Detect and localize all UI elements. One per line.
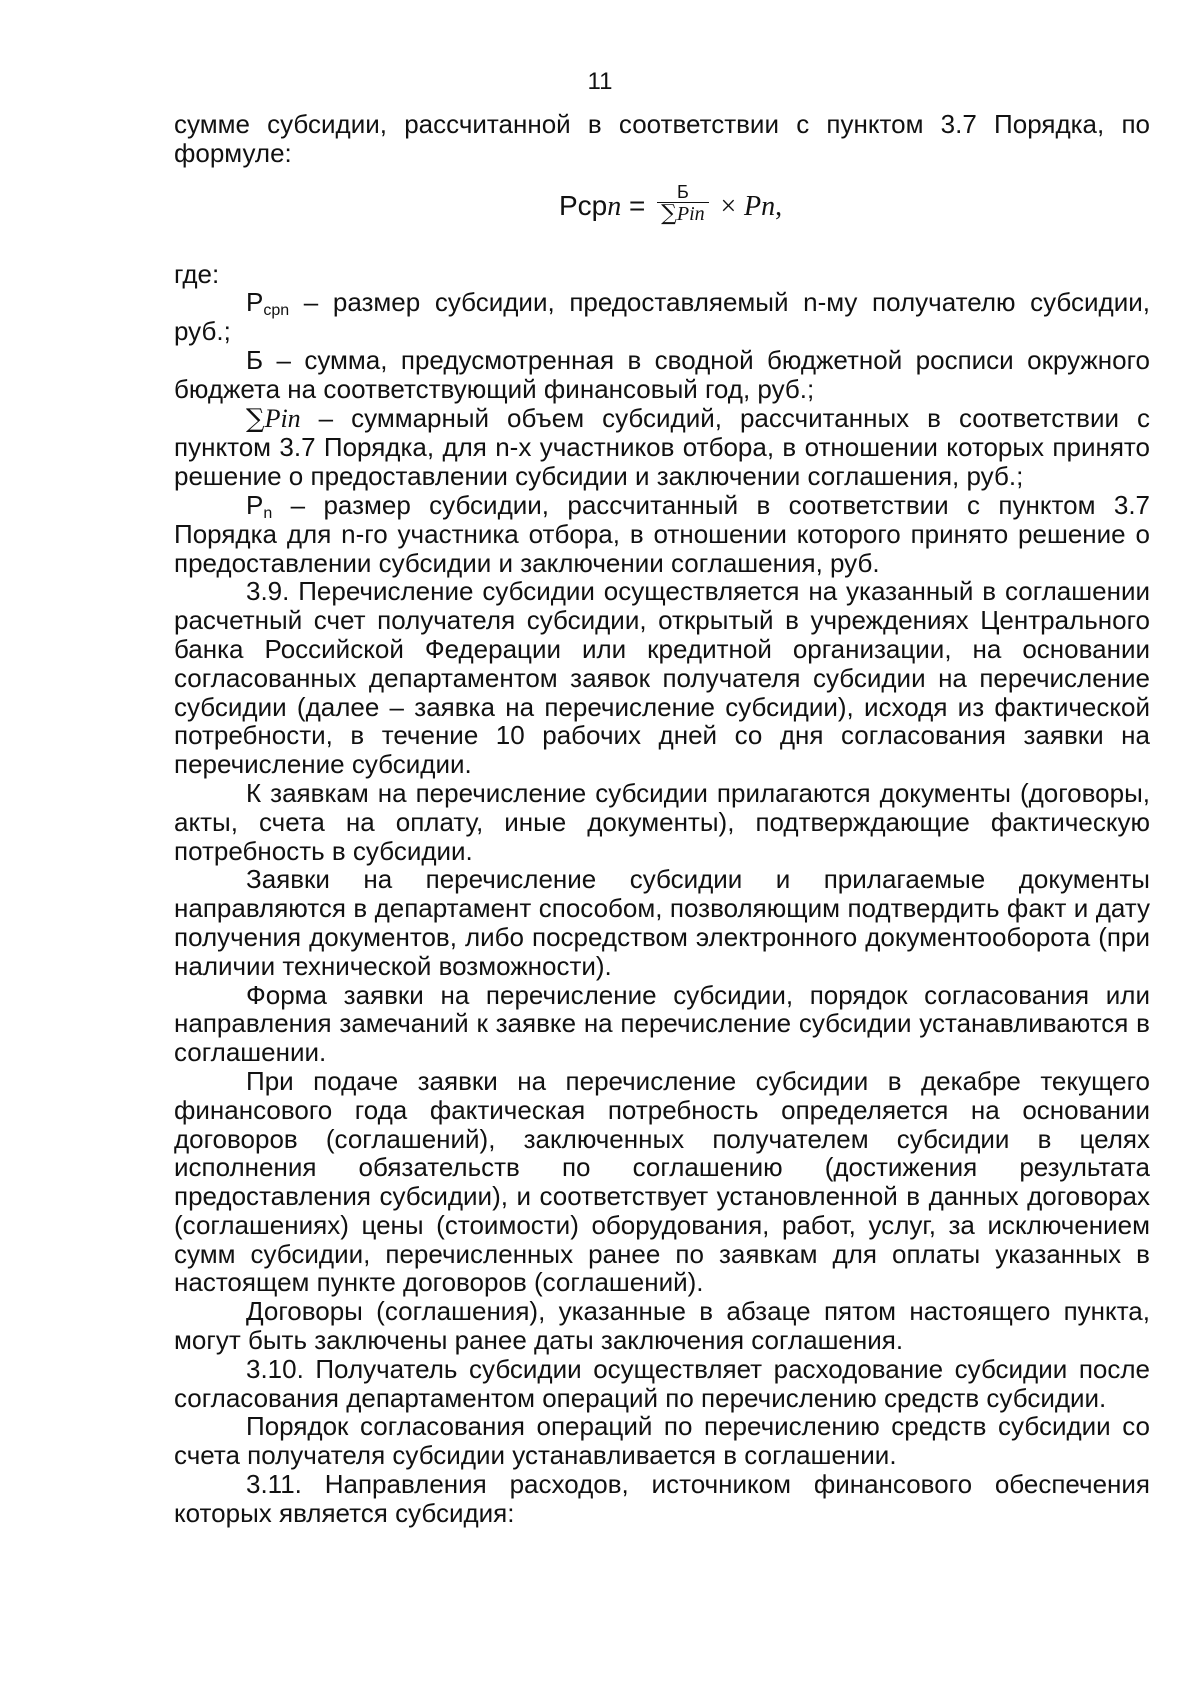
def-sum-symbol: ∑ <box>246 403 265 434</box>
formula-end: , <box>775 190 783 222</box>
formula-fraction <box>657 182 709 225</box>
paragraph-3-10: 3.10. Получатель субсидии осуществляет расходование субсидии после согласования департаментом операций по перечислению средств субсидии. <box>174 1353 1150 1413</box>
paragraph-form: Форма заявки на перечисление субсидии, порядок согласования или направления замечаний к заявке на перечисление субсидии устанавливаются в соглашении. <box>174 979 1150 1068</box>
formula-expression <box>559 181 783 229</box>
def-pn-subscript: n <box>263 504 273 522</box>
def-rcpn-text: – размер субсидии, предоставляемый n-му получателю субсидии, руб.; <box>174 287 1150 347</box>
sum-symbol: ∑ <box>661 200 677 226</box>
def-pn-text: – размер субсидии, рассчитанный в соответствии с пунктом 3.7 Порядка для n-го участника отбора, в отношении которого принято решение о предоставлении субсидии и заключении соглашения, руб. <box>174 489 1150 578</box>
formula-denominator: Pin <box>676 202 705 225</box>
definition-pn <box>174 491 1150 577</box>
paragraph-order: Порядок согласования операций по перечислению средств субсидии со счета получателя субсидии устанавливается в соглашении. <box>174 1411 1150 1471</box>
paragraph-3-9: 3.9. Перечисление субсидии осуществляется на указанный в соглашении расчетный счет получателя субсидии, открытый в учреждениях Центрального банка Российской Федерации или кредитной организации, на основании согласованных департаментом заявок получателя субсидии на перечисление субсидии (далее – заявка на перечисление субсидии), исходя из фактической потребности, в течение 10 рабочих дней со дня согласования заявки на перечисление субсидии. <box>174 576 1150 780</box>
definition-sum-pin <box>174 404 1150 491</box>
where-label: где: <box>174 258 220 289</box>
paragraph-december: При подаче заявки на перечисление субсидии в декабре текущего финансового года фактическая потребность определяется на основании договоров (соглашений), заключенных получателем субсидии в целях исполнения обязательств по соглашению (достижения результата предоставления субсидии), и соответствует установленной в данных договорах (соглашениях) цены (стоимости) оборудования, работ, услуг, за исключением сумм субсидии, перечисленных ранее по заявкам для оплаты указанных в настоящем пункте договоров (соглашений). <box>174 1065 1150 1298</box>
definition-b: Б – сумма, предусмотренная в сводной бюджетной росписи окружного бюджета на соответствующий финансовый год, руб.; <box>174 344 1150 404</box>
def-rcpn-subscript: срn <box>263 302 290 320</box>
definition-rcpn <box>174 288 1150 346</box>
formula-lhs-prefix: Рср <box>559 189 608 221</box>
paragraph-submission: Заявки на перечисление субсидии и прилагаемые документы направляются в департамент способом, позволяющим подтвердить факт и дату получения документов, либо посредством электронного документооборота (при наличии технической возможности). <box>174 864 1150 981</box>
def-sum-pin-text: – суммарный объем субсидий, рассчитанных в соответствии с пунктом 3.7 Порядка, для n-х участников отбора, в отношении которых принято решение о предоставлении субсидии и заключении соглашения, руб.; <box>174 402 1150 492</box>
formula-equals: = <box>621 189 646 221</box>
formula-rhs: Pn <box>744 190 776 222</box>
document-body <box>174 110 1150 1528</box>
paragraph-attachments: К заявкам на перечисление субсидии прилагаются документы (договоры, акты, счета на оплату, иные документы), подтверждающие фактическую потребность в субсидии. <box>174 777 1150 866</box>
formula-times: × <box>720 190 737 222</box>
subsidy-formula <box>174 168 1150 260</box>
formula-denominator-group <box>657 200 709 226</box>
def-pn-symbol: Р <box>246 489 264 520</box>
intro-paragraph: сумме субсидии, рассчитанной в соответствии с пунктом 3.7 Порядка, по формуле: <box>174 109 1150 168</box>
def-rcpn-symbol: Р <box>246 287 264 318</box>
formula-numerator: Б <box>677 181 689 202</box>
paragraph-3-11: 3.11. Направления расходов, источником финансового обеспечения которых является субсидия: <box>174 1469 1150 1528</box>
page-number: 11 <box>587 68 613 95</box>
formula-lhs-var: n <box>607 190 622 222</box>
def-pin-symbol: Pin <box>264 403 301 433</box>
paragraph-contracts: Договоры (соглашения), указанные в абзаце пятом настоящего пункта, могут быть заключены ранее даты заключения соглашения. <box>174 1296 1150 1356</box>
